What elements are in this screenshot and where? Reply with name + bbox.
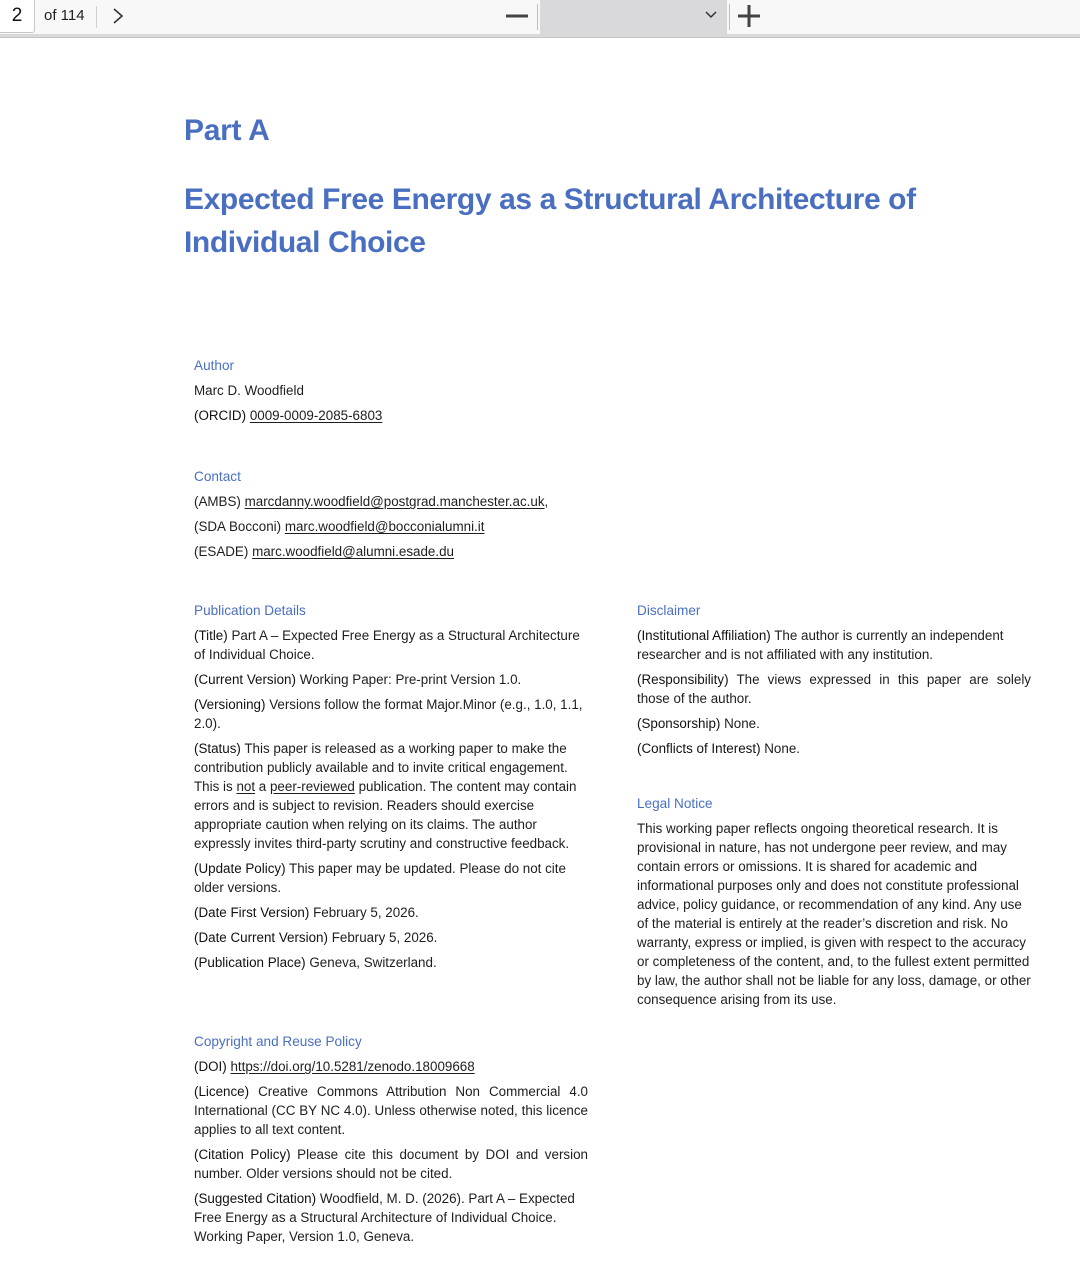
- entry-label: (Versioning): [194, 697, 266, 712]
- entry-text: The views expressed in this paper are solely those of the author.: [637, 672, 1031, 706]
- disclaimer-section: [637, 601, 1031, 764]
- plus-icon: [738, 5, 760, 27]
- contact-section: [194, 467, 614, 567]
- pub-update-policy-entry: [194, 859, 588, 897]
- entry-label: (Sponsorship): [637, 716, 721, 731]
- citation-policy-entry: [194, 1145, 588, 1183]
- emphasis-peer-reviewed: peer-reviewed: [269, 779, 355, 794]
- entry-label: (Date Current Version): [194, 930, 328, 945]
- contact-label: (ESADE): [194, 544, 249, 559]
- conflicts-entry: [637, 739, 1031, 758]
- entry-text: Versions follow the format Major.Minor (e.g., 1.0, 1.1, 2.0).: [194, 697, 583, 731]
- pub-status-entry: [194, 739, 588, 853]
- orcid-link[interactable]: 0009-0009-2085-6803: [249, 408, 383, 423]
- entry-text: Working Paper: Pre-print Version 1.0.: [299, 672, 522, 687]
- entry-label: (Institutional Affiliation): [637, 628, 771, 643]
- document-page: [0, 40, 1080, 1266]
- entry-label: (Citation Policy): [194, 1147, 291, 1162]
- pub-title-entry: [194, 626, 588, 664]
- contact-item: [194, 492, 614, 511]
- entry-text: February 5, 2026.: [331, 930, 438, 945]
- document-title: Expected Free Energy as a Structural Architecture of Individual Choice: [184, 183, 916, 259]
- contact-label: (AMBS): [194, 494, 241, 509]
- pub-date-first-entry: [194, 903, 588, 922]
- entry-label: (DOI): [194, 1059, 227, 1074]
- entry-label: (Publication Place): [194, 955, 306, 970]
- copyright-section: [194, 1032, 588, 1252]
- entry-text: Part A – Expected Free Energy as a Structural Architecture of Individual Choice.: [194, 628, 580, 662]
- entry-text: Geneva, Switzerland.: [309, 955, 437, 970]
- sponsorship-entry: [637, 714, 1031, 733]
- chevron-right-icon: [112, 7, 124, 25]
- author-section: [194, 356, 594, 431]
- entry-text: a: [258, 779, 267, 794]
- pdf-toolbar: [0, 0, 1080, 37]
- entry-text: February 5, 2026.: [313, 905, 419, 920]
- emphasis-not: not: [236, 779, 256, 794]
- chevron-down-icon: [705, 11, 717, 19]
- copyright-heading: Copyright and Reuse Policy: [194, 1034, 362, 1049]
- contact-item: [194, 517, 614, 536]
- legal-notice-section: [637, 794, 1031, 1015]
- zoom-out-button[interactable]: [502, 3, 532, 29]
- contact-label: (SDA Bocconi): [194, 519, 282, 534]
- entry-text: Woodfield, M. D. (2026). Part A – Expected Free Energy as a Structural Architecture of Individual Choice. Working Paper, Version 1.0, Geneva.: [194, 1191, 575, 1244]
- toolbar-divider: [537, 4, 538, 30]
- doi-link[interactable]: https://doi.org/10.5281/zenodo.18009668: [230, 1059, 475, 1074]
- contact-suffix: ,: [544, 494, 549, 509]
- entry-text: publication. The content may contain errors and is subject to revision. Readers should exercise appropriate caution when relying on its claims. The author expressly invites third-party scrutiny and constructive feedback.: [194, 779, 577, 851]
- email-link[interactable]: marc.woodfield@bocconialumni.it: [284, 519, 485, 534]
- suggested-citation-entry: [194, 1189, 588, 1246]
- zoom-level-dropdown[interactable]: [540, 0, 727, 34]
- toolbar-divider: [729, 4, 730, 30]
- pub-date-current-entry: [194, 928, 588, 947]
- legal-notice-text: This working paper reflects ongoing theoretical research. It is provisional in nature, has not undergone peer review, and may contain errors or omissions. It is shared for academic and informational purposes only and does not constitute professional advice, policy guidance, or recommendation of any kind. Any use of the material is entirely at the reader’s discretion and risk. No warranty, express or implied, is given with respect to the accuracy or completeness of the content, and, to the fullest extent permitted by law, the author shall not be liable for any loss, damage, or other consequence arising from its use.: [637, 821, 1031, 1007]
- publication-details-heading: Publication Details: [194, 603, 306, 618]
- entry-label: (Responsibility): [637, 672, 729, 687]
- entry-label: (Title): [194, 628, 228, 643]
- affiliation-entry: [637, 626, 1031, 664]
- doi-entry: [194, 1057, 588, 1076]
- entry-text: Creative Commons Attribution Non Commercial 4.0 International (CC BY NC 4.0). Unless otherwise noted, this licence applies to all text content.: [194, 1084, 588, 1137]
- disclaimer-heading: Disclaimer: [637, 603, 701, 618]
- orcid-label: (ORCID): [194, 408, 247, 423]
- minus-icon: [506, 13, 528, 19]
- author-name: Marc D. Woodfield: [194, 383, 304, 398]
- next-page-button[interactable]: [106, 3, 130, 29]
- entry-label: (Update Policy): [194, 861, 286, 876]
- toolbar-divider: [96, 6, 97, 28]
- legal-notice-heading: Legal Notice: [637, 796, 713, 811]
- page-number-input[interactable]: 2: [0, 0, 35, 33]
- zoom-in-button[interactable]: [734, 2, 764, 30]
- entry-text: This paper is released as a working paper to make the contribution publicly available and to invite critical engagement. This is: [194, 741, 568, 794]
- email-link[interactable]: marc.woodfield@alumni.esade.du: [252, 544, 454, 559]
- pub-versioning-entry: [194, 695, 588, 733]
- author-heading: Author: [194, 358, 235, 373]
- entry-text: This paper may be updated. Please do not cite older versions.: [194, 861, 566, 895]
- entry-text: None.: [724, 716, 760, 731]
- email-link[interactable]: marcdanny.woodfield@postgrad.manchester.ac.uk: [244, 494, 545, 509]
- pub-current-version-entry: [194, 670, 588, 689]
- contact-heading: Contact: [194, 469, 241, 484]
- licence-entry: [194, 1082, 588, 1139]
- entry-text: The author is currently an independent researcher and is not affiliated with any institution.: [637, 628, 1004, 662]
- entry-label: (Licence): [194, 1084, 250, 1099]
- orcid-line: [194, 406, 594, 425]
- entry-label: (Conflicts of Interest): [637, 741, 761, 756]
- entry-text: None.: [764, 741, 800, 756]
- part-title: Part A: [184, 114, 270, 147]
- entry-text: Please cite this document by DOI and version number. Older versions should not be cited.: [194, 1147, 588, 1181]
- entry-label: (Suggested Citation): [194, 1191, 317, 1206]
- responsibility-entry: [637, 670, 1031, 708]
- entry-label: (Current Version): [194, 672, 296, 687]
- entry-label: (Status): [194, 741, 241, 756]
- contact-item: [194, 542, 614, 561]
- page-count-label: of 114: [44, 7, 85, 24]
- entry-label: (Date First Version): [194, 905, 310, 920]
- pub-place-entry: [194, 953, 588, 972]
- publication-details-section: [194, 601, 588, 978]
